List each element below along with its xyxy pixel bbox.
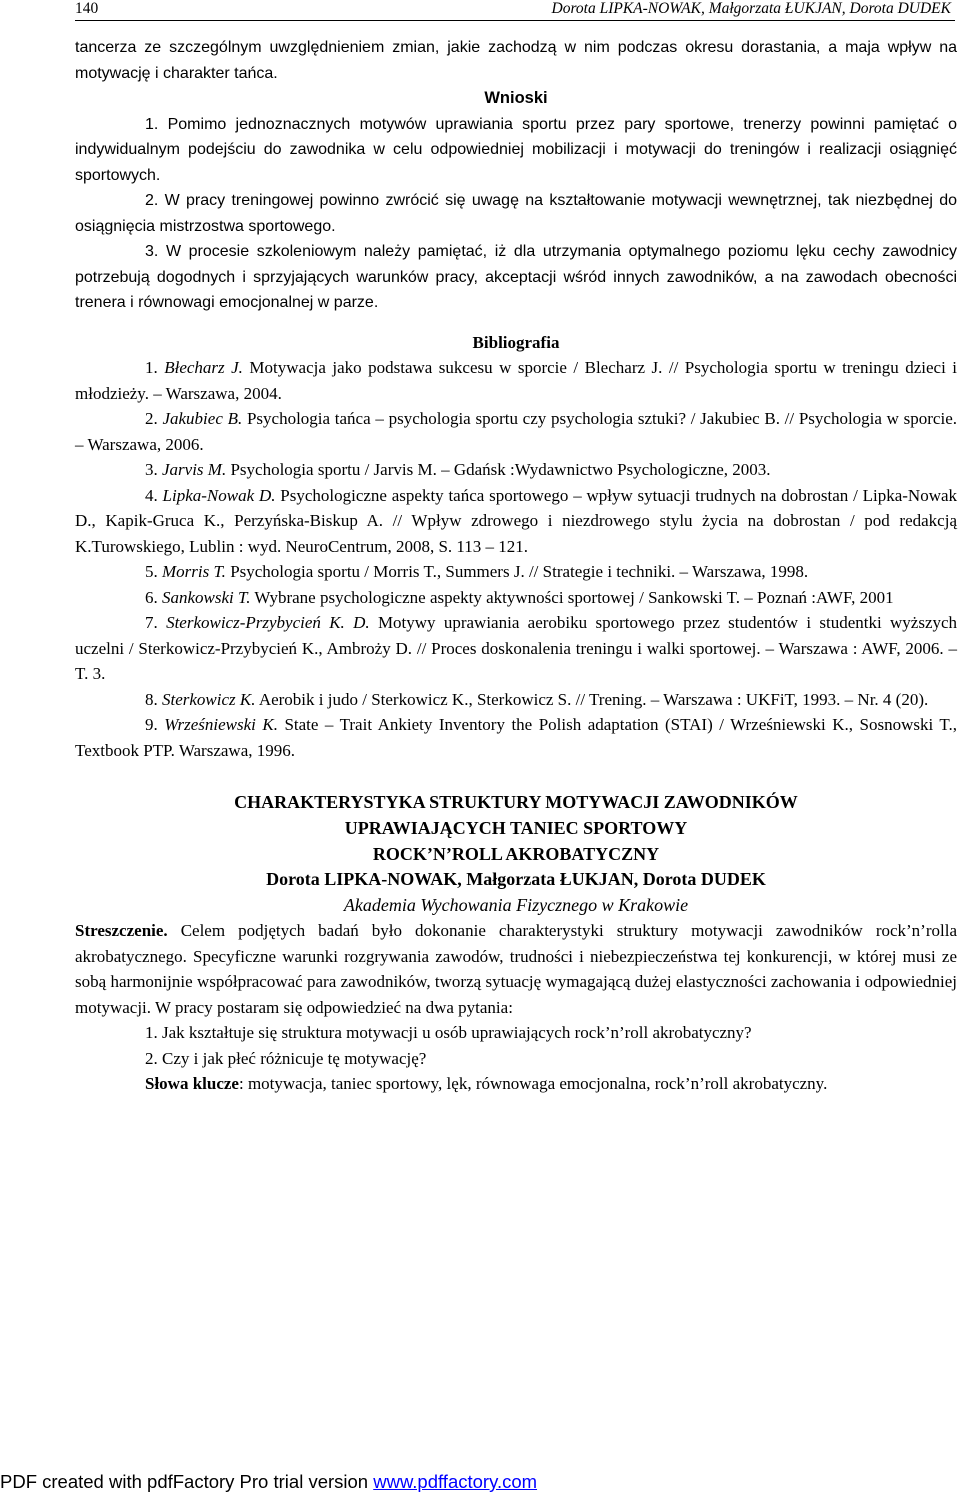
bibliography-entry	[75, 355, 957, 406]
entry-number: 3.	[145, 460, 158, 479]
entry-author: Jarvis M.	[162, 460, 227, 479]
entry-text: Motywacja jako podstawa sukcesu w sporcie / Blecharz J. // Psychologia sportu w treningu dzieci i młodzieży. – Warszawa, 2004.	[75, 358, 957, 403]
title-line: CHARAKTERYSTYKA STRUKTURY MOTYWACJI ZAWODNIKÓW	[234, 792, 798, 812]
entry-number: 6.	[145, 587, 158, 607]
footer-link[interactable]: www.pdffactory.com	[373, 1471, 538, 1492]
entry-text: Psychologiczne aspekty tańca sportowego – wpływ sytuacji trudnych na dobrostan / Lipka-Nowak D., Kapik-Gruca K., Perzyńska-Biskup A. // Wpływ zdrowego i niezdrowego stylu życia na dobrostan / pod redakcją K.Turowskiego, Lublin : wyd. NeuroCentrum, 2008, S. 113 – 121.	[75, 485, 958, 556]
entry-number: 7.	[145, 613, 158, 632]
bibliography-entry	[75, 483, 957, 560]
article-affiliation: Akademia Wychowania Fizycznego w Krakowie	[343, 894, 689, 915]
entry-text: Wybrane psychologiczne aspekty aktywności sportowej / Sankowski T. – Poznań :AWF, 2001	[254, 587, 894, 607]
intro-paragraph: tancerza ze szczególnym uwzględnieniem zmian, jakie zachodzą w nim podczas okresu dorastania, a maja wpływ na motywację i charakter tańca.	[75, 39, 957, 82]
entry-author: Błecharz J.	[164, 358, 243, 377]
entry-author: Sterkowicz-Przybycień K. D.	[166, 613, 370, 632]
page-number: 140	[75, 0, 99, 17]
footer-text: PDF created with pdfFactory Pro trial version	[0, 1471, 374, 1492]
running-title: Dorota LIPKA-NOWAK, Małgorzata ŁUKJAN, Dorota DUDEK	[551, 0, 951, 17]
entry-number: 4.	[145, 485, 158, 505]
article-title	[75, 789, 957, 867]
bibliography-entry	[75, 457, 957, 483]
bibliography-entry	[75, 585, 957, 611]
entry-text: Psychologia sportu / Jarvis M. – Gdańsk :Wydawnictwo Psychologiczne, 2003.	[230, 460, 771, 479]
entry-author: Jakubiec B.	[162, 409, 243, 428]
entry-author: Sankowski T.	[162, 587, 251, 607]
bibliography-entry	[75, 559, 957, 585]
keywords-label: Słowa klucze	[145, 1074, 239, 1093]
entry-number: 8.	[145, 689, 158, 709]
bibliography-heading: Bibliografia	[472, 332, 560, 352]
bibliography-entry	[75, 712, 957, 763]
conclusion-item: 1. Pomimo jednoznacznych motywów uprawiania sportu przez pary sportowe, trenerzy powinni pamiętać o indywidualnym podejściu do zawodnika w celu odpowiedniej mobilizacji i motywacji do treningów i realizacji osiągnięć sportowych.	[75, 115, 957, 184]
page-content	[75, 35, 957, 1097]
entry-author: Lipka-Nowak D.	[162, 485, 276, 505]
abstract-paragraph	[75, 918, 957, 1020]
bibliography-entry	[75, 406, 957, 457]
entry-text: Psychologia sportu / Morris T., Summers J. // Strategie i techniki. – Warszawa, 1998.	[230, 562, 809, 581]
entry-text: State – Trait Ankiety Inventory the Polish adaptation (STAI) / Wrześniewski K., Sosnowski T., Textbook PTP. Warszawa, 1996.	[75, 715, 958, 760]
entry-author: Sterkowicz K.	[162, 689, 256, 709]
entry-author: Morris T.	[162, 562, 226, 581]
title-line: UPRAWIAJĄCYCH TANIEC SPORTOWY	[344, 818, 688, 838]
pdf-footer	[0, 1471, 537, 1493]
bibliography-list	[75, 355, 957, 763]
entry-number: 5.	[145, 562, 158, 581]
abstract-label: Streszczenie.	[75, 921, 168, 940]
conclusions-heading: Wnioski	[484, 89, 548, 107]
research-question: 2. Czy i jak płeć różnicuje tę motywację?	[145, 1048, 427, 1068]
entry-number: 9.	[145, 715, 158, 734]
research-question: 1. Jak kształtuje się struktura motywacji u osób uprawiających rock’n’roll akrobatyczny?	[145, 1023, 752, 1042]
conclusion-item: 3. W procesie szkoleniowym należy pamiętać, iż dla utrzymania optymalnego poziomu lęku cechy zawodnicy potrzebują dogodnych i sprzyjających warunków pracy, akceptacji wśród innych zawodników, a na zawodach obecności trenera i równowagi emocjonalnej w parze.	[75, 243, 957, 311]
entry-number: 1.	[145, 358, 158, 377]
title-line: ROCK’N’ROLL AKROBATYCZNY	[372, 844, 660, 864]
entry-author: Wrześniewski K.	[164, 715, 278, 734]
entry-text: Psychologia tańca – psychologia sportu czy psychologia sztuki? / Jakubiec B. // Psychologia w sporcie. – Warszawa, 2006.	[75, 409, 957, 454]
article-authors: Dorota LIPKA-NOWAK, Małgorzata ŁUKJAN, Dorota DUDEK	[266, 869, 766, 889]
entry-text: Aerobik i judo / Sterkowicz K., Sterkowicz S. // Trening. – Warszawa : UKFiT, 1993. – Nr. 4 (20).	[258, 689, 929, 709]
bibliography-entry	[75, 687, 957, 713]
keywords-paragraph	[75, 1071, 957, 1097]
keywords-text: : motywacja, taniec sportowy, lęk, równowaga emocjonalna, rock’n’roll akrobatyczny.	[238, 1074, 828, 1093]
entry-number: 2.	[145, 409, 158, 428]
page-header	[75, 0, 955, 21]
entry-text: Motywy uprawiania aerobiku sportowego przez studentów i studentki wyższych uczelni / Sterkowicz-Przybycień K., Ambroży D. // Proces doskonalenia treningu i walki sportowej. – Warszawa : AWF, 2006. – T. 3.	[75, 613, 958, 683]
bibliography-entry	[75, 610, 957, 687]
abstract-text: Celem podjętych badań było dokonanie charakterystyki struktury motywacji zawodników rock’n’rolla akrobatycznego. Specyficzne warunki rozgrywania zawodów, trudności i niebezpieczeństwa tej konkurencji, w której musi ze sobą harmonijnie współpracować para zawodników, tworzą sytuację wymagającą dużej elastyczności zachowania i odpowiedniej motywacji. W pracy postaram się odpowiedzieć na dwa pytania:	[75, 921, 957, 1017]
conclusion-item: 2. W pracy treningowej powinno zwrócić się uwagę na kształtowanie motywacji wewnętrznej, tak niezbędnej do osiągnięcia mistrzostwa sportowego.	[75, 192, 957, 235]
